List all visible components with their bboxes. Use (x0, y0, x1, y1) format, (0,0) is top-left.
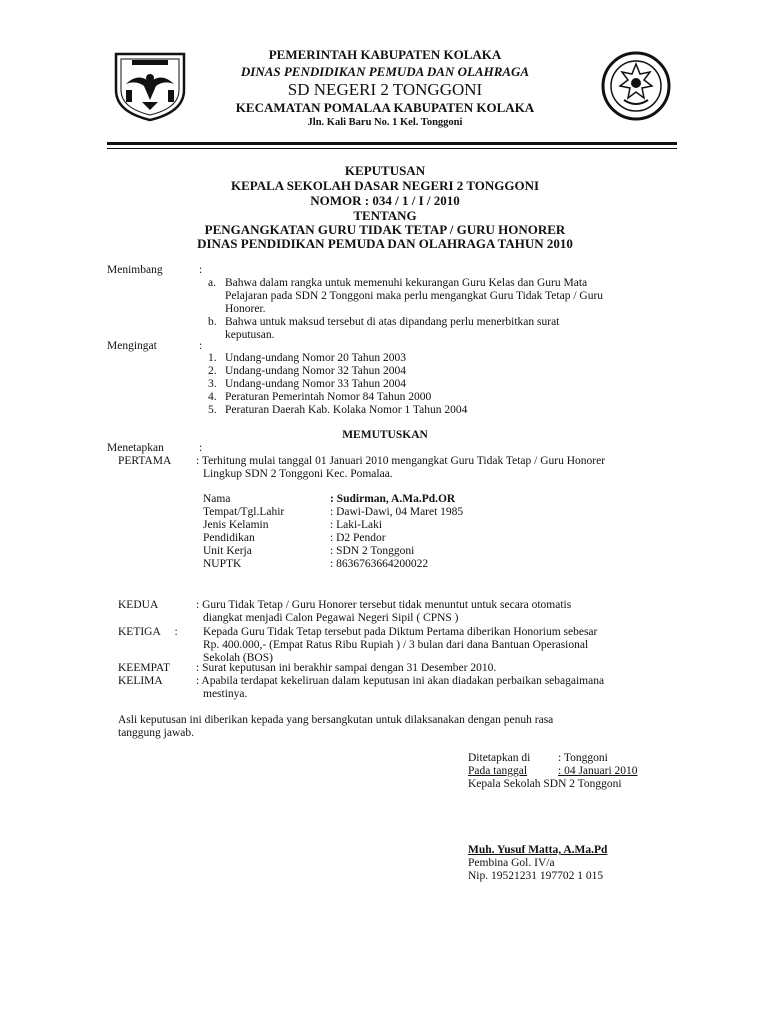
pertama-text: Lingkup SDN 2 Tonggoni Kec. Pomalaa. (203, 468, 393, 480)
ketiga-text: Rp. 400.000,- (Empat Ratus Ribu Rupiah ) / 3 bulan dari dana Bantuan Operasional (203, 639, 589, 651)
letterhead-rule-thin (107, 148, 677, 149)
menimbang-text: Bahwa dalam rangka untuk memenuhi kekurangan Guru Kelas dan Guru Mata (225, 277, 588, 289)
menetapkan-colon: : (199, 442, 203, 454)
mengingat-item: Undang-undang Nomor 33 Tahun 2004 (225, 378, 407, 390)
kedua-text: diangkat menjadi Calon Pegawai Negeri Sipil ( CPNS ) (203, 612, 459, 624)
menimbang-label: Menimbang (107, 264, 163, 276)
identity-label: Jenis Kelamin (203, 519, 269, 531)
signatory-rank: Pembina Gol. IV/a (468, 857, 555, 869)
mengingat-marker: 1. (208, 352, 217, 364)
signatory-position: Kepala Sekolah SDN 2 Tonggoni (468, 778, 622, 790)
signatory-name: Muh. Yusuf Matta, A.Ma.Pd (468, 844, 608, 856)
kelima-text: : Apabila terdapat kekeliruan dalam keputusan ini akan diadakan perbaikan sebagaimana (196, 675, 605, 687)
date-value: : 04 Januari 2010 (558, 765, 638, 777)
identity-value: : Laki-Laki (330, 519, 383, 531)
pertama-label: PERTAMA (118, 455, 172, 467)
ketiga-label: KETIGA : (118, 626, 178, 638)
menimbang-text: keputusan. (225, 329, 275, 341)
mengingat-item: Undang-undang Nomor 32 Tahun 2004 (225, 365, 407, 377)
kop-school-name: SD NEGERI 2 TONGGONI (287, 80, 483, 99)
decision-about: TENTANG (353, 208, 417, 223)
identity-label: NUPTK (203, 558, 242, 570)
menimbang-marker: b. (208, 316, 217, 328)
memutuskan-heading: MEMUTUSKAN (342, 429, 428, 441)
decision-title: KEPUTUSAN (344, 163, 426, 178)
decision-subject-1: PENGANGKATAN GURU TIDAK TETAP / GURU HONORER (204, 222, 566, 237)
kop-line-2: DINAS PENDIDIKAN PEMUDA DAN OLAHRAGA (240, 64, 530, 79)
signatory-nip: Nip. 19521231 197702 1 015 (468, 870, 604, 882)
mengingat-marker: 2. (208, 365, 217, 377)
closing-text: Asli keputusan ini diberikan kepada yang bersangkutan untuk dilaksanakan dengan penuh rasa (118, 714, 554, 726)
menimbang-marker: a. (208, 277, 216, 289)
letterhead-rule-thick (107, 142, 677, 145)
decision-number: NOMOR : 034 / 1 / I / 2010 (310, 193, 460, 208)
mengingat-colon: : (199, 340, 203, 352)
menimbang-colon: : (199, 264, 203, 276)
mengingat-marker: 4. (208, 391, 217, 403)
keempat-text: : Surat keputusan ini berakhir sampai dengan 31 Desember 2010. (196, 662, 497, 674)
ketiga-text: Kepada Guru Tidak Tetap tersebut pada Diktum Pertama diberikan Honorium sebesar (203, 626, 598, 638)
kop-line-1: PEMERINTAH KABUPATEN KOLAKA (268, 47, 502, 62)
mengingat-marker: 3. (208, 378, 217, 390)
identity-value: : 8636763664200022 (330, 558, 429, 570)
kop-address: Jln. Kali Baru No. 1 Kel. Tonggoni (307, 117, 463, 128)
decision-issuer: KEPALA SEKOLAH DASAR NEGERI 2 TONGGONI (230, 178, 540, 193)
place-label: Ditetapkan di (468, 752, 531, 764)
kelima-text: mestinya. (203, 688, 248, 700)
menimbang-text: Pelajaran pada SDN 2 Tonggoni maka perlu mengangkat Guru Tidak Tetap / Guru (225, 290, 604, 302)
menetapkan-label: Menetapkan (107, 442, 164, 454)
menimbang-text: Bahwa untuk maksud tersebut di atas dipandang perlu menerbitkan surat (225, 316, 560, 328)
kedua-text: : Guru Tidak Tetap / Guru Honorer tersebut tidak menuntut untuk secara otomatis (196, 599, 572, 611)
identity-value: : Dawi-Dawi, 04 Maret 1985 (330, 506, 464, 518)
kop-line-4: KECAMATAN POMALAA KABUPATEN KOLAKA (235, 100, 535, 115)
identity-label: Pendidikan (203, 532, 255, 544)
mengingat-item: Peraturan Daerah Kab. Kolaka Nomor 1 Tahun 2004 (225, 404, 468, 416)
mengingat-marker: 5. (208, 404, 217, 416)
kedua-label: KEDUA (118, 599, 159, 611)
identity-value: : D2 Pendor (330, 532, 386, 544)
closing-text: tanggung jawab. (118, 727, 195, 739)
mengingat-label: Mengingat (107, 340, 157, 352)
mengingat-item: Peraturan Pemerintah Nomor 84 Tahun 2000 (225, 391, 432, 403)
pertama-text: : Terhitung mulai tanggal 01 Januari 2010 mengangkat Guru Tidak Tetap / Guru Honorer (196, 455, 606, 467)
date-label: Pada tanggal (468, 765, 528, 777)
ketiga-text: Sekolah (BOS) (203, 652, 273, 664)
decision-subject-2: DINAS PENDIDIKAN PEMUDA DAN OLAHRAGA TAHUN 2010 (197, 236, 573, 251)
identity-label: Tempat/Tgl.Lahir (203, 506, 285, 518)
mengingat-item: Undang-undang Nomor 20 Tahun 2003 (225, 352, 407, 364)
menimbang-text: Honorer. (225, 303, 266, 315)
identity-value-name: : Sudirman, A.Ma.Pd.OR (330, 493, 456, 505)
identity-label: Nama (203, 493, 231, 505)
place-value: : Tonggoni (558, 752, 608, 764)
keempat-label: KEEMPAT (118, 662, 170, 674)
kelima-label: KELIMA (118, 675, 163, 687)
identity-value: : SDN 2 Tonggoni (330, 545, 415, 557)
identity-label: Unit Kerja (203, 545, 252, 557)
